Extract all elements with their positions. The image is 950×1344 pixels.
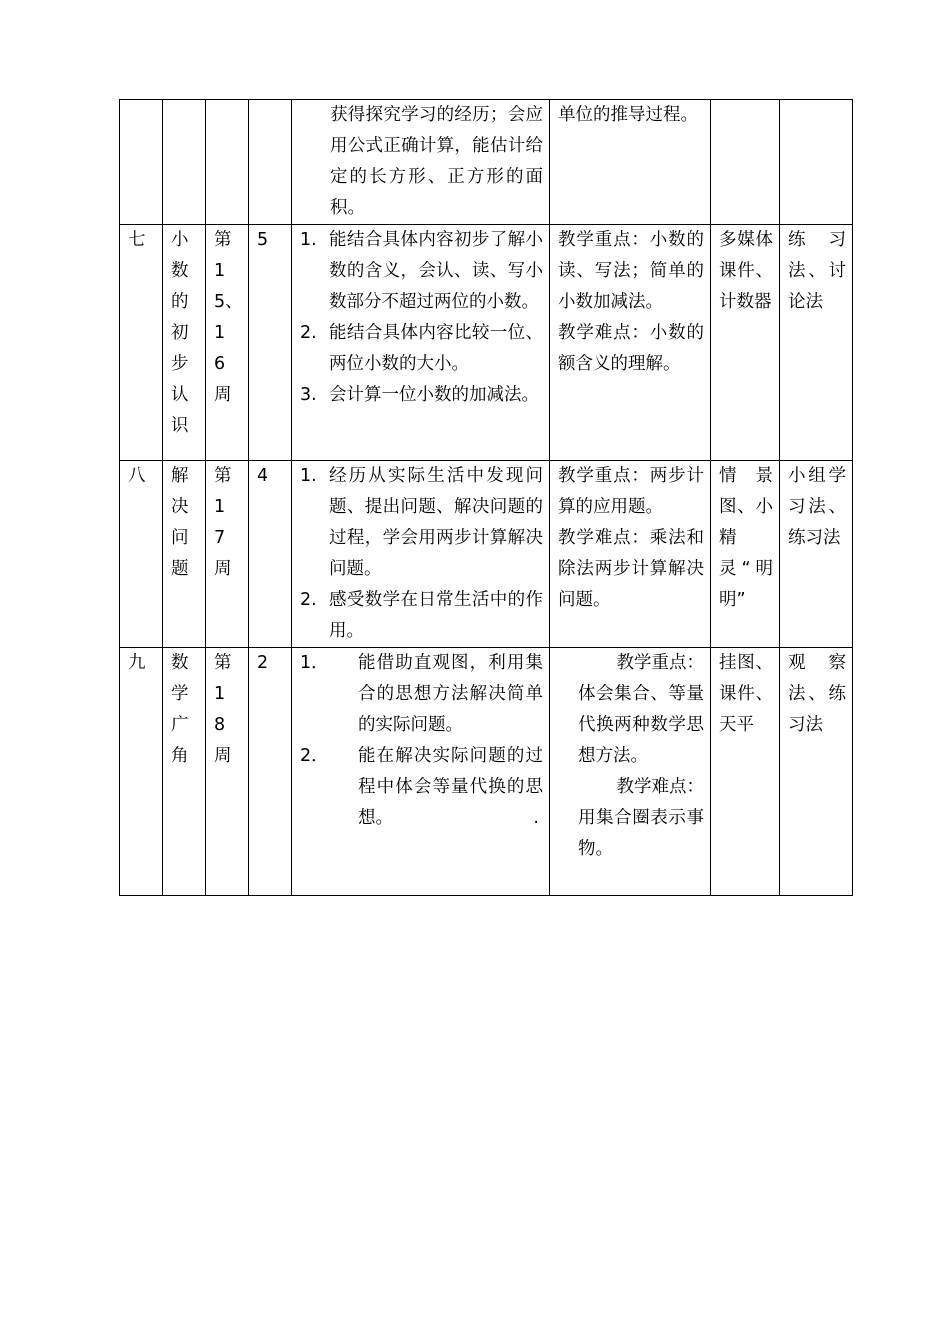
unit-cell — [120, 100, 163, 225]
unit-cell: 七 — [120, 225, 163, 461]
difficult-point-text: 教学难点：乘法和除法两步计算解决问题。 — [558, 528, 704, 610]
hours-cell: 2 — [249, 648, 292, 896]
media-text: 情景图、小精灵“明明” — [719, 466, 773, 610]
week-cell — [206, 461, 249, 648]
key-point-text: 教学重点：体会集合、等量代换两种数学思想方法。 — [578, 653, 704, 766]
key-point-text: 教学重点：两步计算的应用题。 — [558, 466, 704, 517]
keypoints-cell — [550, 461, 711, 648]
media-cell — [711, 225, 780, 461]
list-item: 3. 会计算一位小数的加减法。 — [300, 385, 539, 405]
list-item: 2. 能结合具体内容比较一位、两位小数的大小。 — [300, 323, 543, 374]
list-item: 2. 感受数学在日常生活中的作用。 — [300, 590, 543, 641]
week-cell — [206, 648, 249, 896]
goals-list — [300, 461, 543, 647]
teaching-plan-table — [119, 99, 853, 896]
media-cell — [711, 648, 780, 896]
difficult-point-text: 教学难点：小数的额含义的理解。 — [558, 323, 704, 374]
week-cell — [206, 100, 249, 225]
goals-cell — [292, 461, 550, 648]
unit-cell: 九 — [120, 648, 163, 896]
goals-cell — [292, 100, 550, 225]
goals-list — [300, 225, 543, 411]
list-item: 1． 能借助直观图，利用集合的思想方法解决简单的实际问题。 — [300, 653, 543, 735]
hours-cell — [249, 100, 292, 225]
week-text: 第18周 — [214, 653, 232, 766]
method-text: 练习法、讨论法 — [788, 230, 846, 312]
unit-cell: 八 — [120, 461, 163, 648]
table-row — [120, 225, 853, 461]
table-row — [120, 100, 853, 225]
week-text: 第15、16周 — [214, 230, 243, 405]
method-cell — [780, 100, 853, 225]
method-text: 观察法、练习法 — [788, 653, 846, 735]
media-text: 挂图、课件、天平 — [719, 653, 773, 735]
keypoints-cell — [550, 225, 711, 461]
goals-continuation-text: 获得探究学习的经历；会应用公式正确计算，能估计给定的长方形、正方形的面积。 — [330, 105, 543, 218]
title-cell — [163, 225, 206, 461]
goals-cell — [292, 648, 550, 896]
media-cell — [711, 461, 780, 648]
week-text: 第17周 — [214, 466, 232, 579]
media-text: 多媒体课件、计数器 — [719, 230, 773, 312]
hours-cell: 4 — [249, 461, 292, 648]
goals-list — [300, 648, 543, 834]
week-cell — [206, 225, 249, 461]
unit-title: 小数的初步认识 — [171, 230, 189, 436]
title-cell — [163, 100, 206, 225]
unit-title: 解决问题 — [171, 466, 189, 579]
media-cell — [711, 100, 780, 225]
list-item: 1. 经历从实际生活中发现问题、提出问题、解决问题的过程，学会用两步计算解决问题。 — [300, 466, 543, 579]
goals-cell — [292, 225, 550, 461]
method-cell — [780, 648, 853, 896]
trailing-dot: . — [533, 808, 539, 828]
keypoint-text: 单位的推导过程。 — [558, 105, 698, 125]
method-cell — [780, 225, 853, 461]
method-cell — [780, 461, 853, 648]
table-row — [120, 648, 853, 896]
method-text: 小组学习法、练习法 — [788, 466, 846, 548]
title-cell — [163, 648, 206, 896]
list-item: 1. 能结合具体内容初步了解小数的含义，会认、读、写小数部分不超过两位的小数。 — [300, 230, 543, 312]
hours-cell: 5 — [249, 225, 292, 461]
difficult-point-text: 教学难点：用集合圈表示事物。 — [578, 777, 704, 859]
key-point-text: 教学重点：小数的读、写法；简单的小数加减法。 — [558, 230, 704, 312]
keypoints-cell — [550, 648, 711, 896]
table-row — [120, 461, 853, 648]
title-cell — [163, 461, 206, 648]
unit-title: 数学广角 — [171, 653, 189, 766]
keypoints-cell — [550, 100, 711, 225]
list-item: 2． 能在解决实际问题的过程中体会等量代换的思想。 — [300, 746, 543, 828]
